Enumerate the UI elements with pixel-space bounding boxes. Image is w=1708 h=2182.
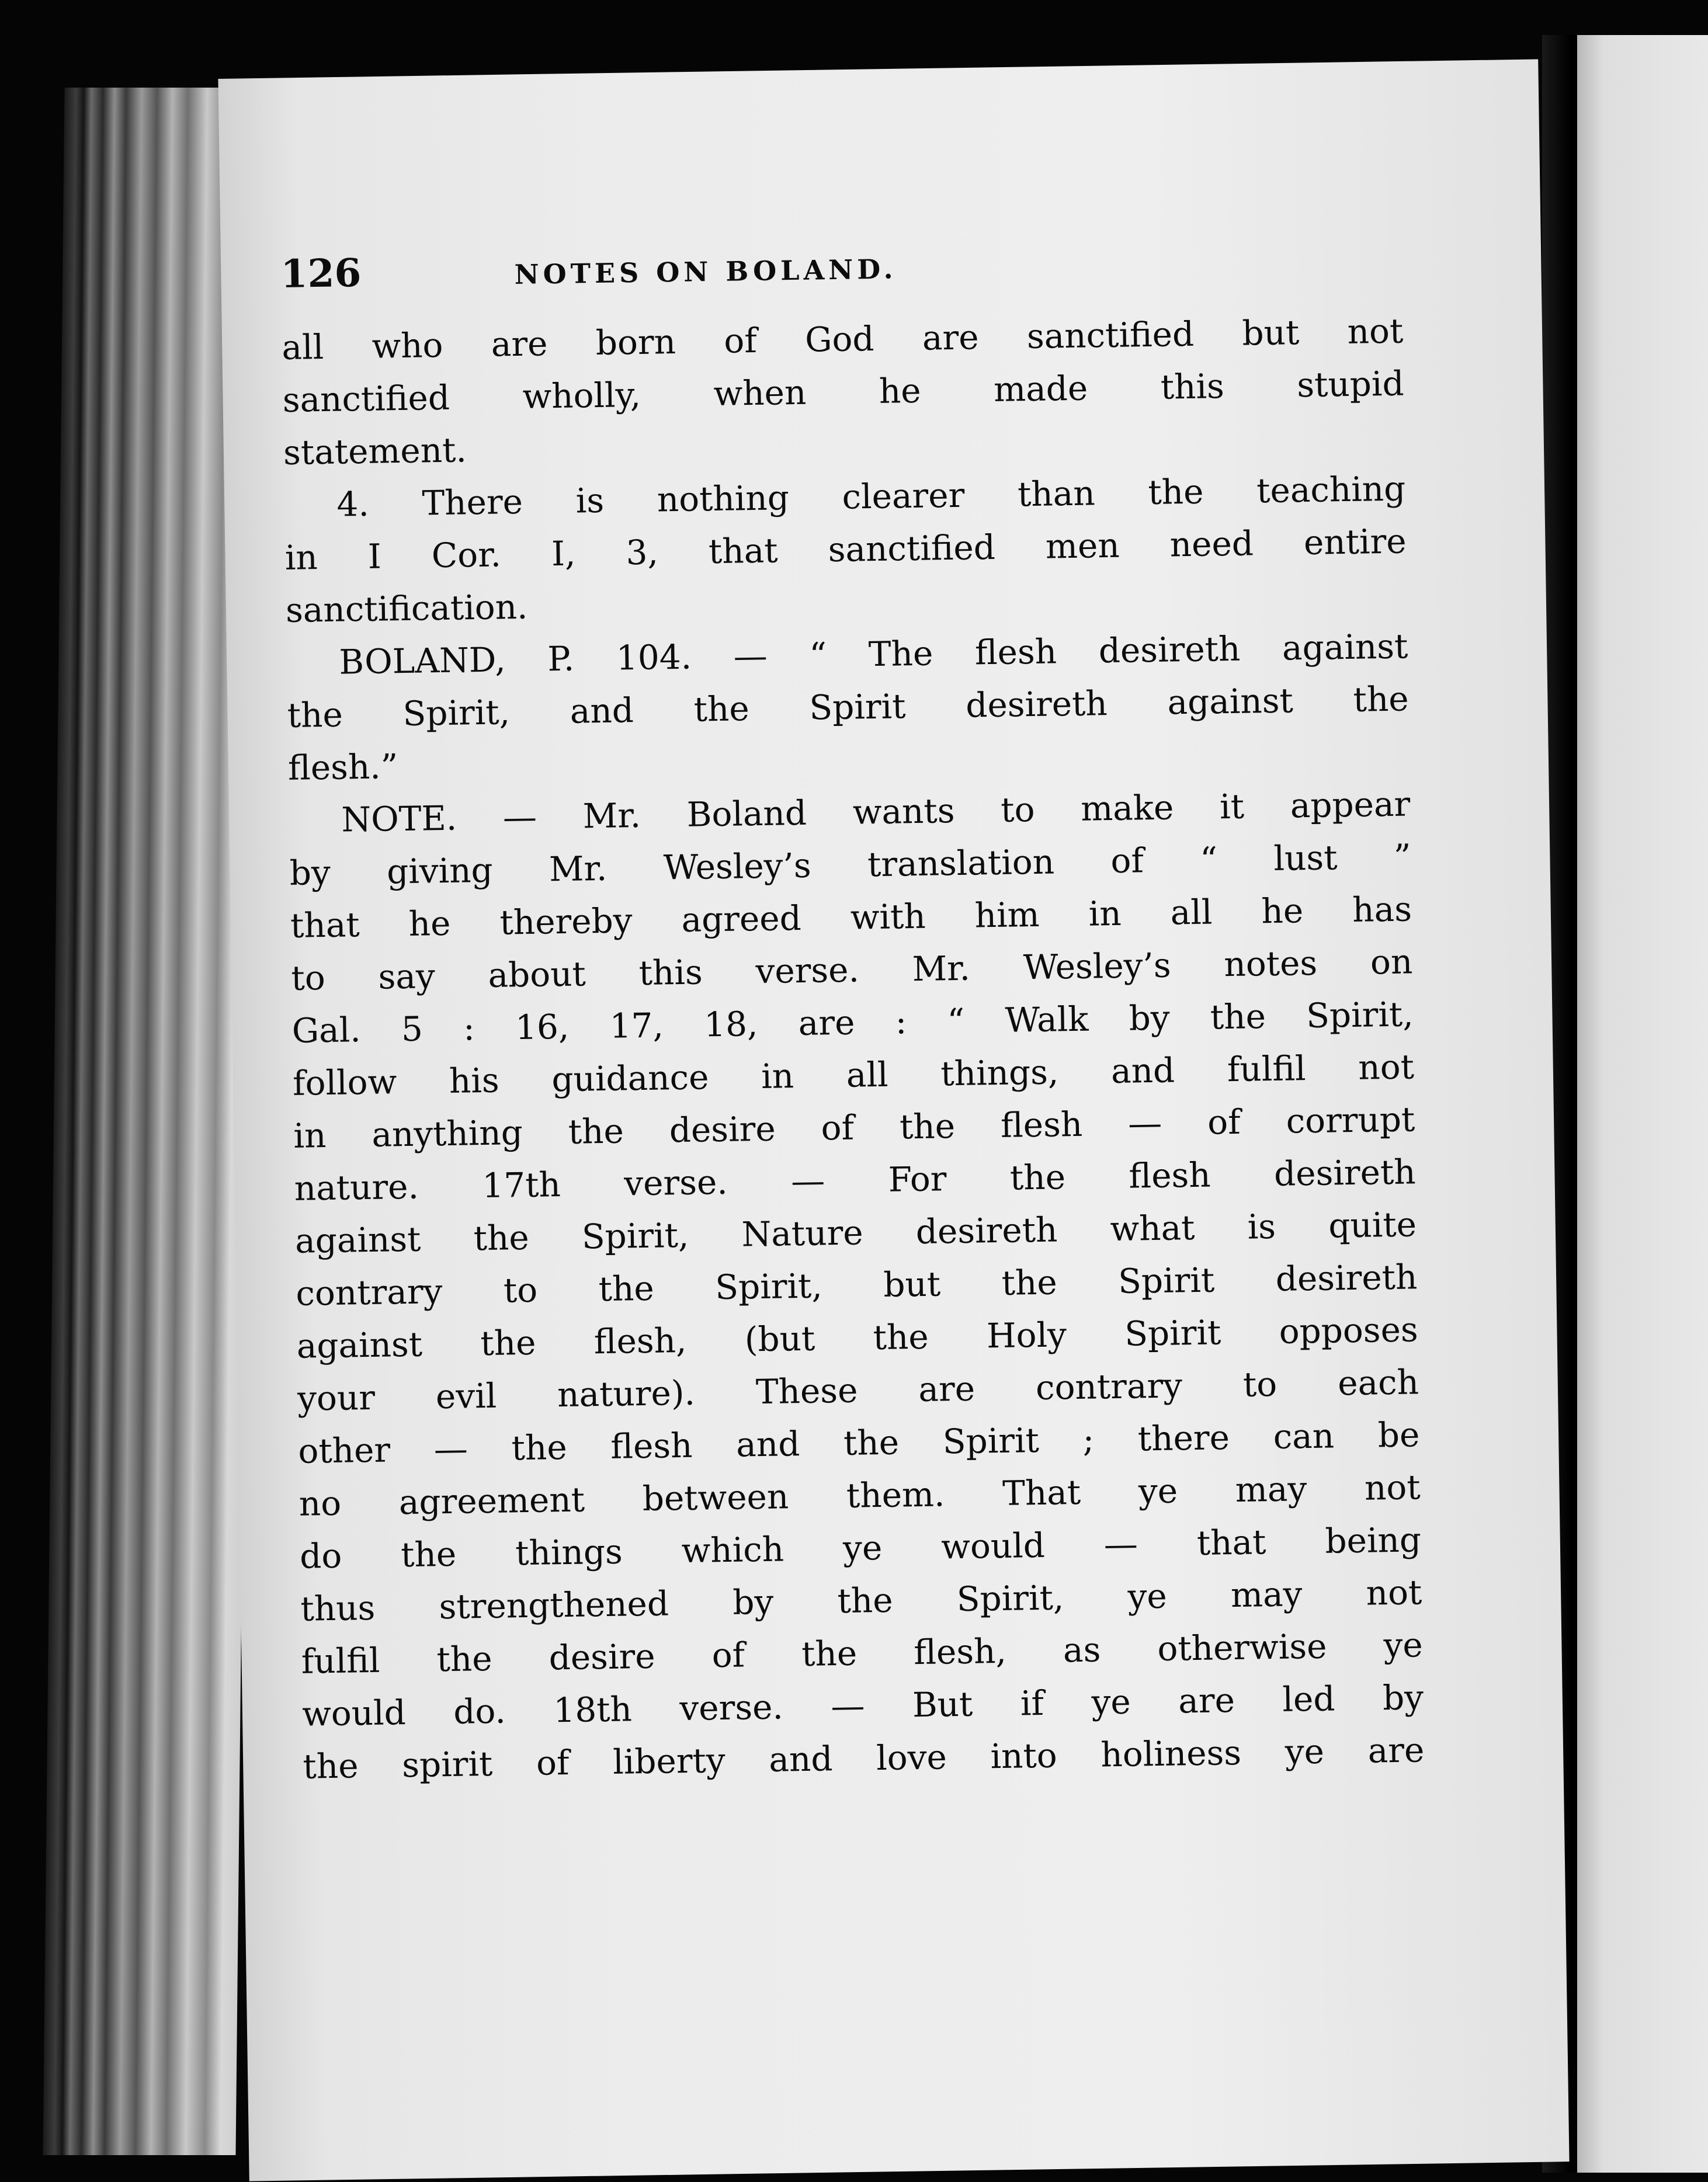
text-line: in anything the desire of the flesh — of corrupt (293, 1099, 1415, 1156)
text-line: BOLAND, P. 104. — “ The flesh desireth against (338, 626, 1408, 682)
text-line: in I Cor. I, 3, that sanctified men need entire (284, 521, 1407, 578)
text-line: that he thereby agreed with him in all he has (290, 889, 1412, 946)
text-line: to say about this verse. Mr. Wesley’s notes on (290, 941, 1413, 998)
text-line: sanctified wholly, when he made this stupid (282, 363, 1405, 420)
page-number: 126 (280, 249, 362, 297)
text-line: nature. 17th verse. — For the flesh desireth (294, 1152, 1417, 1208)
text-line: against the flesh, (but the Holy Spirit opposes (296, 1309, 1419, 1366)
text-line: fulfil the desire of the flesh, as otherwise ye (301, 1625, 1424, 1681)
text-line: the Spirit, and the Spirit desireth against the (287, 679, 1410, 735)
running-title: NOTES ON BOLAND. (514, 253, 897, 291)
text-line: follow his guidance in all things, and fulfil not (292, 1047, 1415, 1103)
text-line: contrary to the Spirit, but the Spirit desireth (295, 1257, 1418, 1314)
text-line: all who are born of God are sanctified but not (281, 311, 1404, 367)
facing-page-edge (1577, 35, 1708, 2173)
text-line: other — the flesh and the Spirit ; there can be (297, 1415, 1420, 1471)
page-content (280, 235, 1425, 1793)
text-line: NOTE. — Mr. Boland wants to make it appear (341, 784, 1411, 840)
text-line: sanctification. (285, 586, 528, 630)
text-line: by giving Mr. Wesley’s translation of “ lust ” (289, 836, 1412, 893)
text-line: do the things which ye would — that being (299, 1520, 1422, 1576)
text-line: thus strengthened by the Spirit, ye may not (300, 1572, 1422, 1629)
text-line: Gal. 5 : 16, 17, 18, are : “ Walk by the Spirit, (291, 994, 1414, 1051)
text-line: would do. 18th verse. — But if ye are led by (301, 1677, 1424, 1734)
text-line: the spirit of liberty and love into holiness ye are (302, 1730, 1425, 1787)
text-line: your evil nature). These are contrary to each (297, 1362, 1419, 1419)
text-line: statement. (283, 430, 467, 472)
text-line: against the Spirit, Nature desireth what is quite (294, 1204, 1417, 1261)
text-line: flesh.” (287, 746, 398, 788)
text-line: 4. There is nothing clearer than the teaching (336, 468, 1406, 524)
text-line: no agreement between them. That ye may not (298, 1467, 1421, 1524)
